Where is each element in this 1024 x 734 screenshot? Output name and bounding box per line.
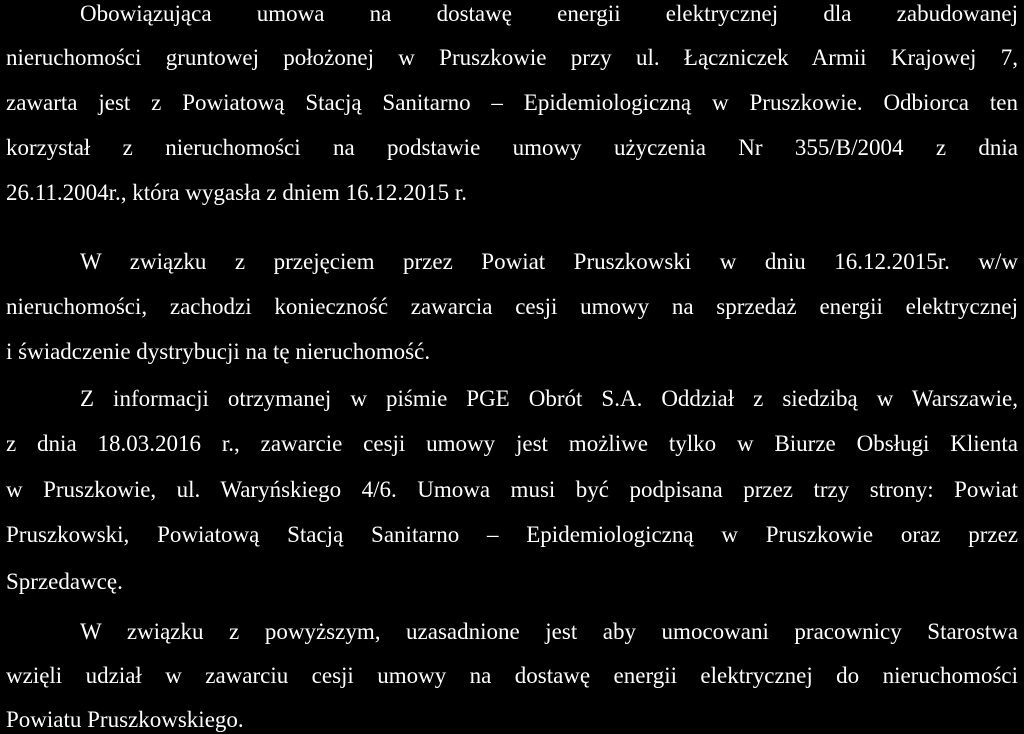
paragraph-1-line-1: Obowiązująca umowa na dostawę energii elektrycznej dla zabudowanej bbox=[80, 1, 1018, 26]
paragraph-4-line-1: W związku z powyższym, uzasadnione jest aby umocowani pracownicy Starostwa bbox=[80, 619, 1018, 644]
paragraph-1-line-3: zawarta jest z Powiatową Stacją Sanitarno – Epidemiologiczną w Pruszkowie. Odbiorca ten bbox=[6, 90, 1018, 115]
paragraph-4-line-2: wzięli udział w zawarciu cesji umowy na dostawę energii elektrycznej do nieruchomości bbox=[6, 663, 1018, 688]
paragraph-3-line-4: Pruszkowski, Powiatową Stacją Sanitarno – Epidemiologiczną w Pruszkowie oraz przez bbox=[6, 522, 1018, 547]
paragraph-1-line-4: korzystał z nieruchomości na podstawie umowy użyczenia Nr 355/B/2004 z dnia bbox=[6, 135, 1018, 160]
paragraph-3-line-1: Z informacji otrzymanej w piśmie PGE Obrót S.A. Oddział z siedzibą w Warszawie, bbox=[80, 386, 1018, 411]
paragraph-2-line-1: W związku z przejęciem przez Powiat Pruszkowski w dniu 16.12.2015r. w/w bbox=[80, 249, 1018, 274]
paragraph-2-line-2: nieruchomości, zachodzi konieczność zawarcia cesji umowy na sprzedaż energii elektrycznej bbox=[6, 294, 1018, 319]
paragraph-4-line-3: Powiatu Pruszkowskiego. bbox=[6, 707, 244, 732]
paragraph-3-line-5: Sprzedawcę. bbox=[6, 569, 123, 594]
paragraph-1-line-5: 26.11.2004r., która wygasła z dniem 16.12.2015 r. bbox=[6, 180, 467, 205]
paragraph-1-line-2: nieruchomości gruntowej położonej w Pruszkowie przy ul. Łączniczek Armii Krajowej 7, bbox=[6, 45, 1018, 70]
paragraph-2-line-3: i świadczenie dystrybucji na tę nieruchomość. bbox=[6, 339, 431, 364]
paragraph-3-line-3: w Pruszkowie, ul. Waryńskiego 4/6. Umowa musi być podpisana przez trzy strony: Powiat bbox=[6, 477, 1018, 502]
paragraph-3-line-2: z dnia 18.03.2016 r., zawarcie cesji umowy jest możliwe tylko w Biurze Obsługi Klienta bbox=[6, 431, 1018, 456]
